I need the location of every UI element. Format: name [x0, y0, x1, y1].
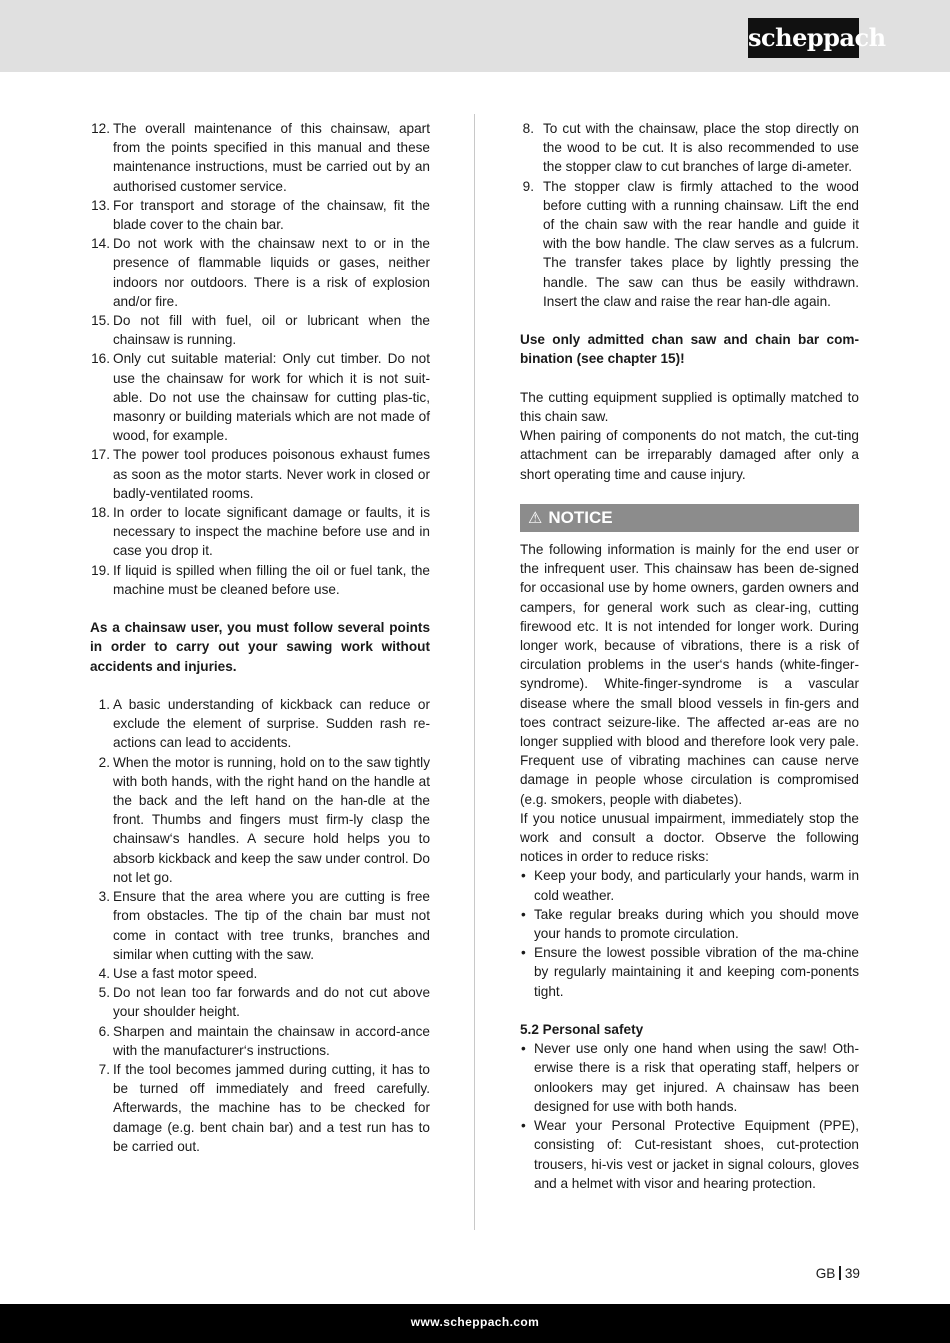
list-item: 17. The power tool produces poisonous exhaust fumes as soon as the motor starts. Never work in closed or badly-ventilated rooms.	[91, 447, 430, 501]
list-item: 9. The stopper claw is firmly attached to the wood before cutting with a running chainsaw. Lift the end of the chain saw with the rear handle and guide it with the bow handle. The claw serves as a fulcrum. The transfer takes place by lightly pressing the handle. The saw can thus be easily withdrawn. Insert the claw and raise the rear han-dle again.	[522, 178, 859, 309]
list-item: 13. For transport and storage of the chainsaw, fit the blade cover to the chain bar.	[91, 197, 430, 233]
list-item: • Keep your body, and particularly your hands, warm in cold weather.	[521, 868, 859, 903]
list-item: • Never use only one hand when using the saw! Oth-erwise there is a risk that operating staff, helpers or onlookers may get injured. A chainsaw has been designed for use with both hands.	[521, 1041, 859, 1114]
notice-title: NOTICE	[548, 508, 613, 528]
list-item: • Take regular breaks during which you should move your hands to promote circulation.	[521, 906, 859, 942]
list-item: 18. In order to locate significant damage or faults, it is necessary to inspect the machine before use and in case you drop it.	[91, 505, 430, 559]
notice-banner	[520, 504, 859, 532]
list-item: 12. The overall maintenance of this chainsaw, apart from the points specified in this manual and these maintenance instructions, must be carried out by an authorised customer service.	[91, 121, 430, 194]
list-item: • Ensure the lowest possible vibration of the ma-chine by regularly maintaining it and keeping com-ponents tight.	[521, 945, 859, 999]
paragraph: The cutting equipment supplied is optimally matched to this chain saw.	[520, 389, 859, 425]
list-item: 15. Do not fill with fuel, oil or lubricant when the chainsaw is running.	[91, 313, 430, 348]
list-item: 19. If liquid is spilled when filling the oil or fuel tank, the machine must be cleaned before use.	[91, 562, 430, 597]
list-item: 5. Do not lean too far forwards and do not cut above your shoulder height.	[98, 985, 430, 1020]
chain-combination-warning: Use only admitted chan saw and chain bar com-bination (see chapter 15)!	[520, 332, 859, 367]
list-item: 2. When the motor is running, hold on to the saw tightly with both hands, with the right hand on the handle at the back and the left hand on the han-dle at the front. Thumbs and fingers must firm-ly clasp the chainsaw‘s handles. A secure hold helps you to absorb kickback and keep the saw under control. Do not let go.	[98, 754, 430, 885]
footer-band	[0, 1304, 950, 1343]
notice-paragraph: If you notice unusual impairment, immediately stop the work and consult a doctor. Observe the following notices in order to reduce risks:	[520, 810, 859, 865]
paragraph: When pairing of components do not match, the cut-ting attachment can be irreparably damaged after only a short operating time and cause injury.	[520, 428, 859, 482]
section-heading: 5.2 Personal safety	[520, 1022, 644, 1038]
list-item: 7. If the tool becomes jammed during cutting, it has to be turned off immediately and freed carefully. Afterwards, the machine has to be checked for damage (e.g. bent chain bar) and a test run has to be carried out.	[98, 1061, 430, 1154]
list-item: 14. Do not work with the chainsaw next to or in the presence of flammable liquids or gases, neither indoors nor outdoors. There is a risk of explosion and/or fire.	[91, 236, 430, 309]
chainsaw-user-intro: As a chainsaw user, you must follow several points in order to carry out your sawing work without accidents and injuries.	[90, 620, 430, 674]
user-rules-list	[90, 695, 430, 1156]
column-divider	[474, 114, 475, 1230]
maintenance-list	[90, 119, 430, 599]
list-item: 6. Sharpen and maintain the chainsaw in accord-ance with the manufacturer‘s instructions.	[98, 1023, 430, 1058]
header-band	[0, 0, 950, 72]
list-item: 8. To cut with the chainsaw, place the stop directly on the wood to be cut. It is also recommended to use the stopper claw to cut branches of large di-ameter.	[522, 121, 859, 175]
right-column	[520, 119, 859, 1193]
list-item: 3. Ensure that the area where you are cutting is free from obstacles. The tip of the chain bar must not come in contact with tree trunks, branches and similar when cutting with the saw.	[98, 889, 430, 962]
notice-paragraph: The following information is mainly for the end user or the infrequent user. This chainsaw has been de-signed for occasional use by home owners, garden owners and campers, for general work such as clear-ing, cutting firewood etc. It is not intended for longer work. During longer work, because of vibrations, there is a risk of circulation problems in the user‘s hands (white-finger-syndrome). White-finger-syndrome is a vascular disease where the small blood vessels in fin-gers and toes contract seizure-like. The affected ar-eas are no longer supplied with blood and therefore look very pale. Frequent use of vibrating machines can cause nerve damage in people whose circulation is compromised (e.g. smokers, people with diabetes).	[520, 542, 859, 807]
warning-triangle-icon: ⚠	[528, 510, 543, 528]
list-item: 1. A basic understanding of kickback can reduce or exclude the element of surprise. Sudden rash re-actions can lead to accidents.	[98, 697, 430, 751]
list-item: 4. Use a fast motor speed.	[98, 965, 258, 981]
scheppach-logo: scheppach	[748, 18, 859, 58]
left-column	[90, 119, 430, 1156]
website-link[interactable]: www.scheppach.com	[410, 1315, 540, 1329]
list-item: 16. Only cut suitable material: Only cut timber. Do not use the chainsaw for work for which it is not suit-able. Do not use the chainsaw for cutting plas-tic, masonry or building materials which are not made of wood, for example.	[91, 351, 430, 444]
list-item: • Wear your Personal Protective Equipment (PPE), consisting of: Cut-resistant shoes, cut-protection trousers, hi-vis vest or jacket in signal colours, gloves and a helmet with visor and hearing protection.	[521, 1118, 859, 1191]
page-number: GB 39	[815, 1266, 860, 1281]
safety-bullet-list	[520, 1039, 859, 1193]
notice-bullet-list	[520, 866, 859, 1000]
cutting-list	[520, 119, 859, 311]
